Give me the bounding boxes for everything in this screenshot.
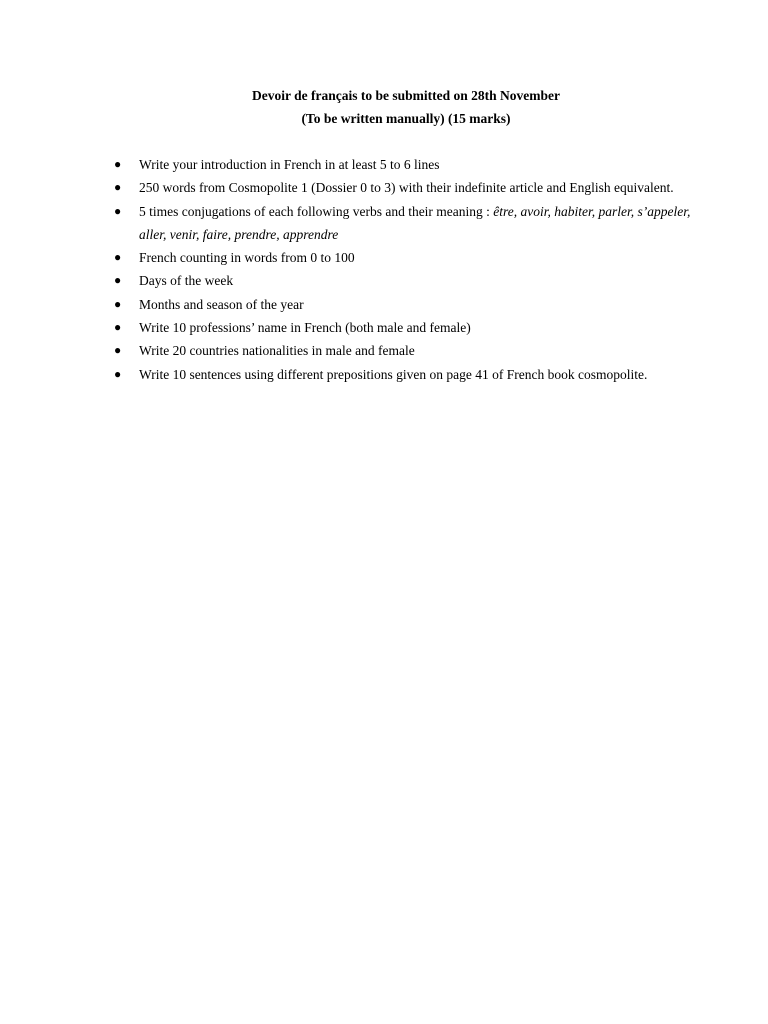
- list-item: [112, 339, 712, 362]
- list-item-text: French counting in words from 0 to 100: [139, 250, 355, 266]
- list-item: [112, 363, 712, 386]
- bullet-icon: ●: [114, 320, 122, 335]
- bullet-icon: ●: [114, 366, 122, 381]
- assignment-subtitle: (To be written manually) (15 marks): [301, 111, 511, 126]
- list-item: [112, 176, 712, 199]
- list-item-text: Months and season of the year: [139, 296, 304, 312]
- list-item-text: 250 words from Cosmopolite 1 (Dossier 0 to 3) with their indefinite article and English equivalent.: [139, 180, 674, 196]
- bullet-icon: ●: [114, 157, 122, 171]
- task-list: [112, 153, 712, 386]
- list-item-text: Write 10 sentences using different prepositions given on page 41 of French book cosmopolite.: [139, 366, 648, 382]
- list-item: [112, 293, 712, 316]
- list-item-text: Write your introduction in French in at least 5 to 6 lines: [139, 157, 440, 172]
- list-item-text: 5 times conjugations of each following verbs and their meaning :: [139, 203, 494, 219]
- bullet-icon: ●: [114, 296, 122, 311]
- bullet-icon: ●: [114, 203, 122, 218]
- list-item: [112, 316, 712, 339]
- list-item: [112, 200, 712, 247]
- assignment-title: Devoir de français to be submitted on 28th November: [252, 88, 560, 103]
- bullet-icon: ●: [114, 343, 122, 358]
- bullet-icon: ●: [114, 180, 122, 195]
- list-item: [112, 269, 712, 292]
- bullet-icon: ●: [114, 250, 122, 265]
- list-item-text: Write 20 countries nationalities in male and female: [139, 343, 415, 359]
- bullet-icon: ●: [114, 273, 122, 288]
- verb-list: être, avoir, habiter, parler, s’appeler, aller, venir, faire, prendre, apprendre: [139, 203, 691, 242]
- list-item: [112, 153, 712, 176]
- list-item-text: Write 10 professions’ name in French (both male and female): [139, 320, 471, 336]
- list-item-text: Days of the week: [139, 273, 234, 289]
- list-item: [112, 246, 712, 269]
